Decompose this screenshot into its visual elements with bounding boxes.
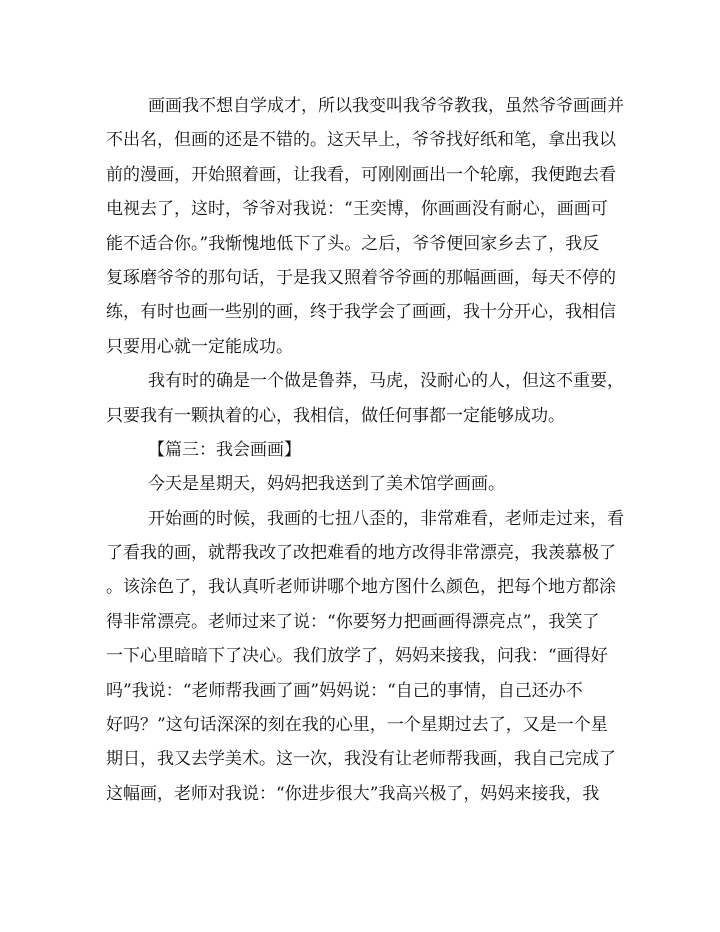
paragraph-2-line-2: 只要我有一颗执着的心，我相信，做任何事都一定能够成功。 (106, 405, 565, 426)
paragraph-4-line-3: 。该涂色了，我认真听老师讲哪个地方图什么颜色，把每个地方都涂 (106, 577, 616, 598)
paragraph-1-line-6: 复琢磨爷爷的那句话，于是我又照着爷爷画的那幅画画，每天不停的 (106, 267, 616, 288)
paragraph-4-line-4: 得非常漂亮。老师过来了说：“你要努力把画画得漂亮点”，我笑了 (106, 611, 600, 632)
document-body (106, 89, 626, 811)
paragraph-1-line-2: 不出名，但画的还是不错的。这天早上，爷爷找好纸和笔，拿出我以 (106, 130, 616, 151)
paragraph-4-line-6: 吗”我说：“老师帮我画了画”妈妈说：“自己的事情，自己还办不 (106, 680, 583, 701)
paragraph-1-line-8: 只要用心就一定能成功。 (106, 336, 293, 357)
paragraph-3-line-1: 今天是星期天，妈妈把我送到了美术馆学画画。 (148, 474, 505, 495)
paragraph-1-line-4: 电视去了，这时，爷爷对我说：“王奕博，你画画没有耐心，画画可 (106, 199, 608, 220)
paragraph-1-line-7: 练，有时也画一些别的画，终于我学会了画画，我十分开心，我相信 (106, 302, 616, 323)
paragraph-4-line-8: 期日，我又去学美术。这一次，我没有让老师帮我画，我自己完成了 (106, 749, 616, 770)
section-heading: 【篇三：我会画画】 (148, 439, 301, 460)
paragraph-4-line-5: 一下心里暗暗下了决心。我们放学了，妈妈来接我，问我：“画得好 (106, 646, 608, 667)
paragraph-1-line-1: 画画我不想自学成才，所以我变叫我爷爷教我，虽然爷爷画画并 (148, 96, 624, 116)
paragraph-2-line-1: 我有时的确是一个做是鲁莽，马虎，没耐心的人，但这不重要， (148, 371, 624, 392)
paragraph-4-line-9: 这幅画，老师对我说：“你进步很大”我高兴极了，妈妈来接我，我 (106, 783, 600, 804)
paragraph-4-line-7: 好吗？”这句话深深的刻在我的心里，一个星期过去了，又是一个星 (106, 715, 608, 736)
paragraph-4-line-2: 了看我的画，就帮我改了改把难看的地方改得非常漂亮，我羡慕极了 (106, 543, 616, 564)
paragraph-1-line-3: 前的漫画，开始照着画，让我看，可刚刚画出一个轮廓，我便跑去看 (106, 164, 616, 185)
paragraph-1-line-5: 能不适合你。”我惭愧地低下了头。之后，爷爷便回家乡去了，我反 (106, 233, 600, 254)
paragraph-4-line-1: 开始画的时候，我画的七扭八歪的，非常难看，老师走过来，看 (148, 508, 624, 529)
